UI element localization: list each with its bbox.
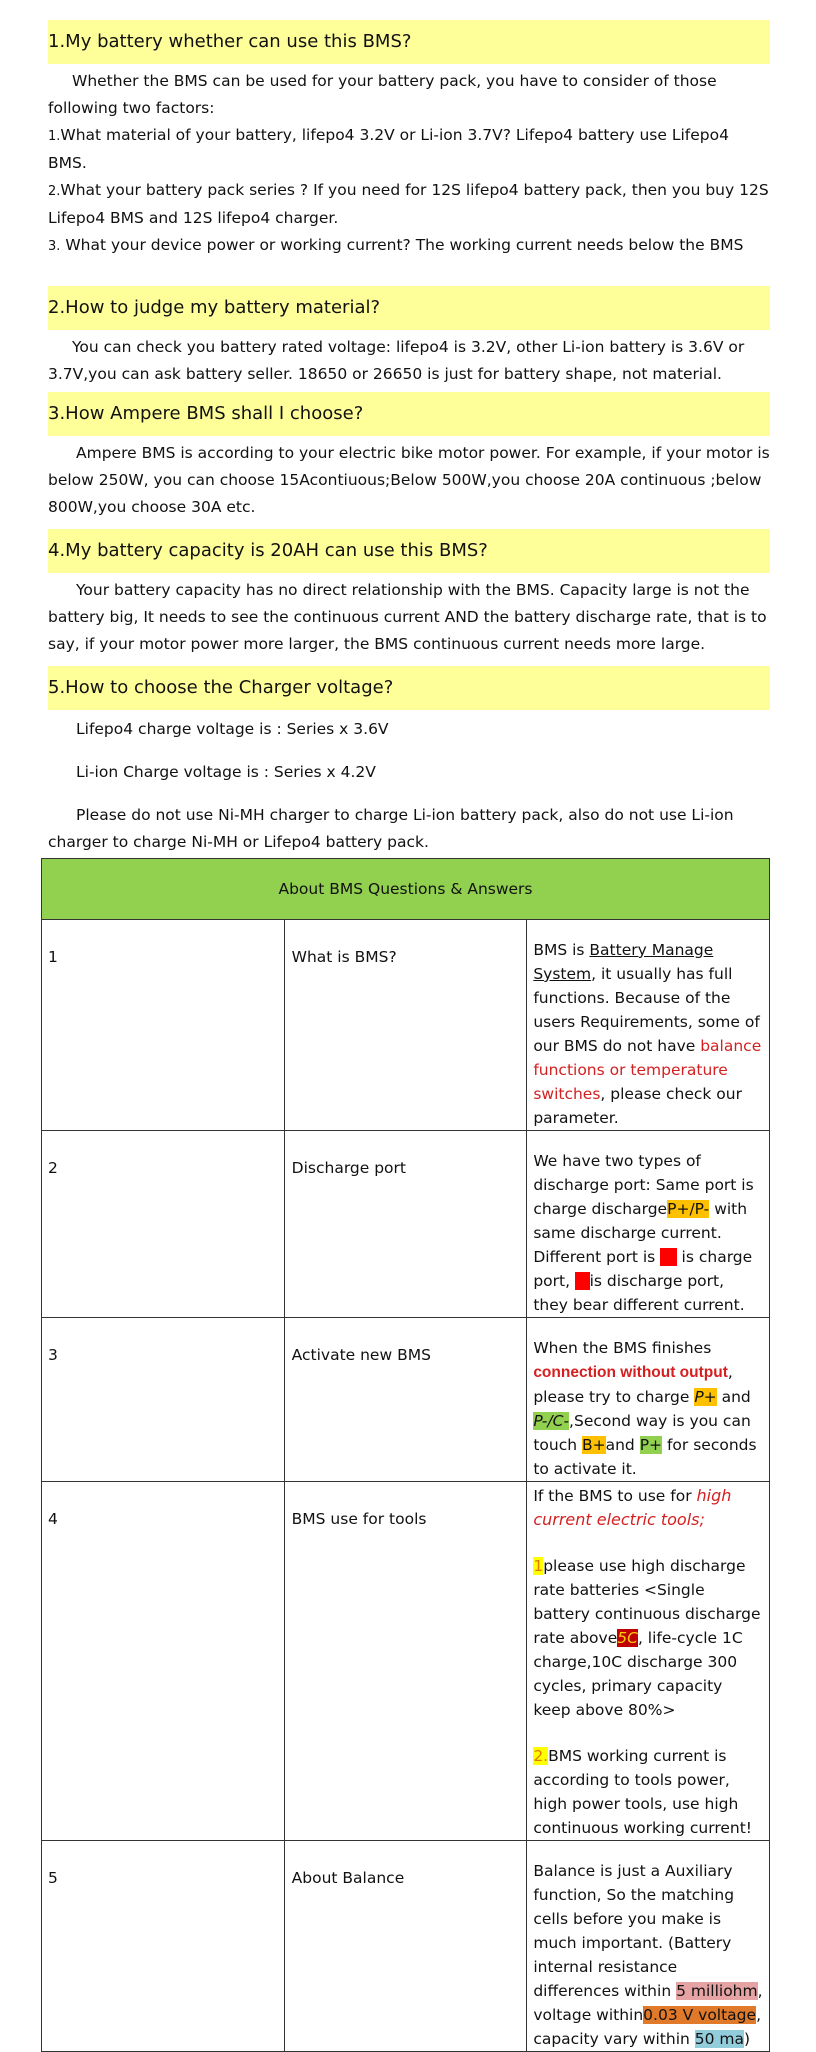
table-row [42,1318,770,1482]
row-answer: If the BMS to use for high current electric tools; 1please use high discharge rate batteries <Single battery continuous discharge rate above5C, life-cycle 1C charge,10C discharge 300 cycles, primary capacity keep above 80%> 2.BMS working current is according to tools power, high power tools, use high continuous working current! [527,1482,770,1841]
section-1-heading: 1.My battery whether can use this BMS? [48,20,770,64]
row-question: Discharge port [284,1131,527,1318]
section-4-heading: 4.My battery capacity is 20AH can use this BMS? [48,529,770,573]
section-2-body: You can check you battery rated voltage: lifepo4 is 3.2V, other Li-ion battery is 3.6V or 3.7V,you can ask battery seller. 18650 or 26650 is just for battery shape, not material. [48,338,745,383]
section-1-item-1: 1.What material of your battery, lifepo4 3.2V or Li-ion 3.7V? Lifepo4 battery use Lifepo4 BMS. [48,126,729,172]
table-row [42,1841,770,2052]
row-answer: When the BMS finishes connection without output, please try to charge P+ and P-/C-,Second way is you can touch B+and P+ for seconds to activate it. [527,1318,770,1482]
row-number: 4 [42,1482,285,1841]
row-number: 5 [42,1841,285,2052]
qa-table [41,858,770,2052]
faq-document [48,20,770,856]
row-question: BMS use for tools [284,1482,527,1841]
row-question: Activate new BMS [284,1318,527,1482]
qa-table-title: About BMS Questions & Answers [42,859,770,920]
table-row [42,1482,770,1841]
row-number: 1 [42,920,285,1131]
row-answer: BMS is Battery Manage System, it usually has full functions. Because of the users Requirements, some of our BMS do not have balance functions or temperature switches, please check our parameter. [527,920,770,1131]
section-3-heading: 3.How Ampere BMS shall I choose? [48,392,770,436]
section-1-intro: Whether the BMS can be used for your battery pack, you have to consider of those following two factors: [48,72,717,117]
section-2-heading: 2.How to judge my battery material? [48,286,770,330]
table-row [42,920,770,1131]
section-5-heading: 5.How to choose the Charger voltage? [48,666,770,710]
li-ion-charge-voltage: Li-ion Charge voltage is : Series x 4.2V [76,763,376,781]
lifepo4-charge-voltage: Lifepo4 charge voltage is : Series x 3.6V [76,720,389,738]
charger-warning: Please do not use Ni-MH charger to charge Li-ion battery pack, also do not use Li-ion charger to charge Ni-MH or Lifepo4 battery pack. [48,806,734,851]
table-row [42,1131,770,1318]
section-1-item-2: 2.What your battery pack series ? If you need for 12S lifepo4 battery pack, then you buy 12S Lifepo4 BMS and 12S lifepo4 charger. [48,181,769,227]
row-answer: Balance is just a Auxiliary function, So the matching cells before you make is much important. (Battery internal resistance differences within 5 milliohm, voltage within0.03 V voltage, capacity vary within 50 ma) [527,1841,770,2052]
row-number: 3 [42,1318,285,1482]
row-number: 2 [42,1131,285,1318]
row-question: What is BMS? [284,920,527,1131]
section-3-body: Ampere BMS is according to your electric bike motor power. For example, if your motor is below 250W, you can choose 15Acontiuous;Below 500W,you choose 20A continuous ;below 800W,you choose 30A etc. [48,444,770,516]
row-answer: We have two types of discharge port: Same port is charge dischargeP+/P- with same discharge current. Different port is C- is charge port, P-is discharge port, they bear different current. [527,1131,770,1318]
section-4-body: Your battery capacity has no direct relationship with the BMS. Capacity large is not the battery big, It needs to see the continuous current AND the battery discharge rate, that is to say, if your motor power more larger, the BMS continuous current needs more large. [48,581,767,653]
section-1-item-3: 3. What your device power or working current? The working current needs below the BMS [48,236,744,254]
row-question: About Balance [284,1841,527,2052]
